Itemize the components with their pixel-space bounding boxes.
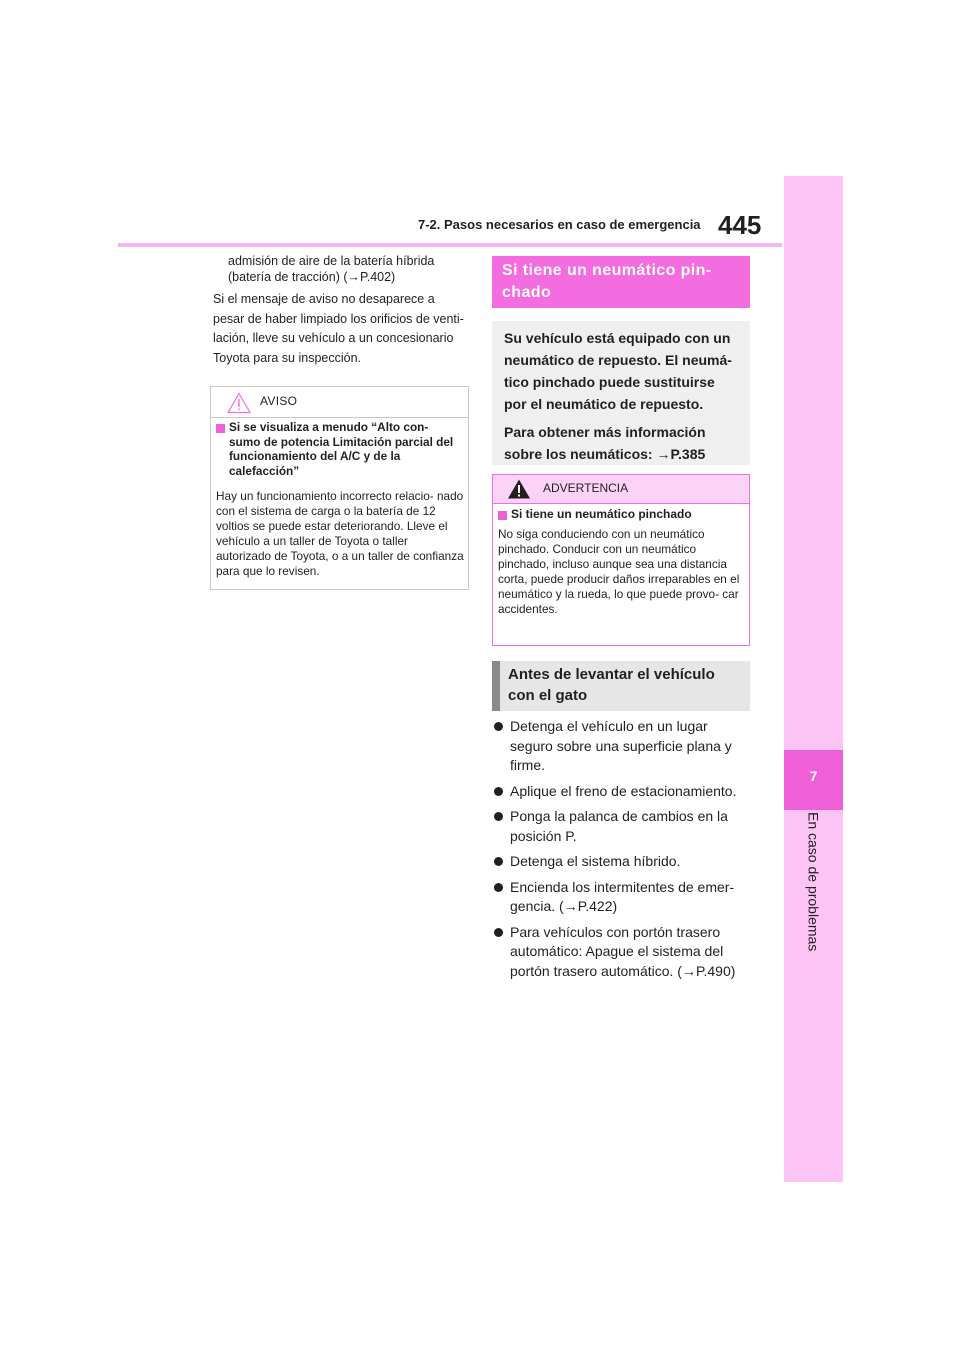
intro-paragraph <box>213 290 473 368</box>
intro-line: pesar de haber limpiado los orificios de venti- <box>213 311 464 326</box>
info-line: Su vehículo está equipado con un <box>504 330 731 346</box>
intro-line: lación, lleve su vehículo a un concesionario <box>213 331 454 345</box>
section-title: 7-2. Pasos necesarios en caso de emergencia <box>418 217 701 232</box>
list-item <box>492 878 754 917</box>
warning-triangle-icon <box>507 478 531 500</box>
warning-box <box>492 474 750 646</box>
info-line: sobre los neumáticos: →P.385 <box>504 446 706 462</box>
steps-list <box>492 717 754 987</box>
list-item <box>492 923 754 982</box>
round-bullet-icon <box>494 787 503 796</box>
notice-box <box>210 386 469 590</box>
step-text: Detenga el sistema híbrido. <box>510 853 681 869</box>
list-item <box>492 807 754 846</box>
round-bullet-icon <box>494 812 503 821</box>
step-text: Detenga el vehículo en un lugar seguro sobre una superficie plana y firme. <box>510 718 732 773</box>
round-bullet-icon <box>494 722 503 731</box>
round-bullet-icon <box>494 857 503 866</box>
notice-heading: Si se visualiza a menudo “Alto con- sumo de potencia Limitación parcial del funcionamiento del A/C y de la calefacción” <box>229 420 454 478</box>
chapter-side-tab <box>784 176 843 1182</box>
square-bullet-icon <box>216 424 225 433</box>
page-number: 445 <box>718 210 762 240</box>
square-bullet-icon <box>498 511 507 520</box>
warning-heading: Si tiene un neumático pinchado <box>511 507 692 521</box>
info-line: por el neumático de repuesto. <box>504 396 704 412</box>
chapter-label: En caso de problemas <box>805 812 822 952</box>
warning-label: ADVERTENCIA <box>543 481 629 495</box>
warning-body: No siga conduciendo con un neumático pinchado. Conducir con un neumático pinchado, incluso aunque sea una distancia corta, puede producir daños irreparables en el neumático y la rueda, lo que puede provo- car accidentes. <box>498 527 740 616</box>
chapter-number: 7 <box>809 768 818 784</box>
intro-line: Toyota para su inspección. <box>213 350 362 365</box>
step-text: Encienda los intermitentes de emer- gencia. (→P.422) <box>510 878 735 914</box>
step-text: Ponga la palanca de cambios en la posición P. <box>510 808 728 844</box>
step-text: Aplique el freno de estacionamiento. <box>510 782 737 799</box>
info-box <box>492 321 750 465</box>
round-bullet-icon <box>494 883 503 892</box>
intro-indented-text: admisión de aire de la batería híbrida (batería de tracción) (→P.402) <box>228 254 435 284</box>
step-text: Para vehículos con portón trasero automático: Apague el sistema del portón trasero automático. (→P.490) <box>510 923 736 979</box>
notice-label: AVISO <box>260 394 298 408</box>
header-rule <box>118 243 782 247</box>
list-item <box>492 717 754 776</box>
round-bullet-icon <box>494 928 503 937</box>
notice-header <box>211 387 468 418</box>
caution-triangle-icon <box>227 392 251 414</box>
section-heading-jacking: Antes de levantar el vehículo con el gato <box>492 661 750 711</box>
list-item <box>492 852 754 872</box>
list-item <box>492 782 754 802</box>
warning-header <box>493 475 749 504</box>
info-line: neumático de repuesto. El neumá- <box>504 352 732 368</box>
info-line: tico pinchado puede sustituirse <box>504 374 715 390</box>
section-heading-flat-tire: Si tiene un neumático pin- chado <box>492 256 750 308</box>
notice-body: Hay un funcionamiento incorrecto relacio- nado con el sistema de carga o la batería de 12 voltios se puede estar deteriorando. Lleve el vehículo a un taller de Toyota o taller autorizado de Toyota, o a un taller de confianza para que lo revisen. <box>216 489 464 578</box>
intro-line: Si el mensaje de aviso no desaparece a <box>213 292 435 306</box>
info-line: Para obtener más información <box>504 424 706 440</box>
